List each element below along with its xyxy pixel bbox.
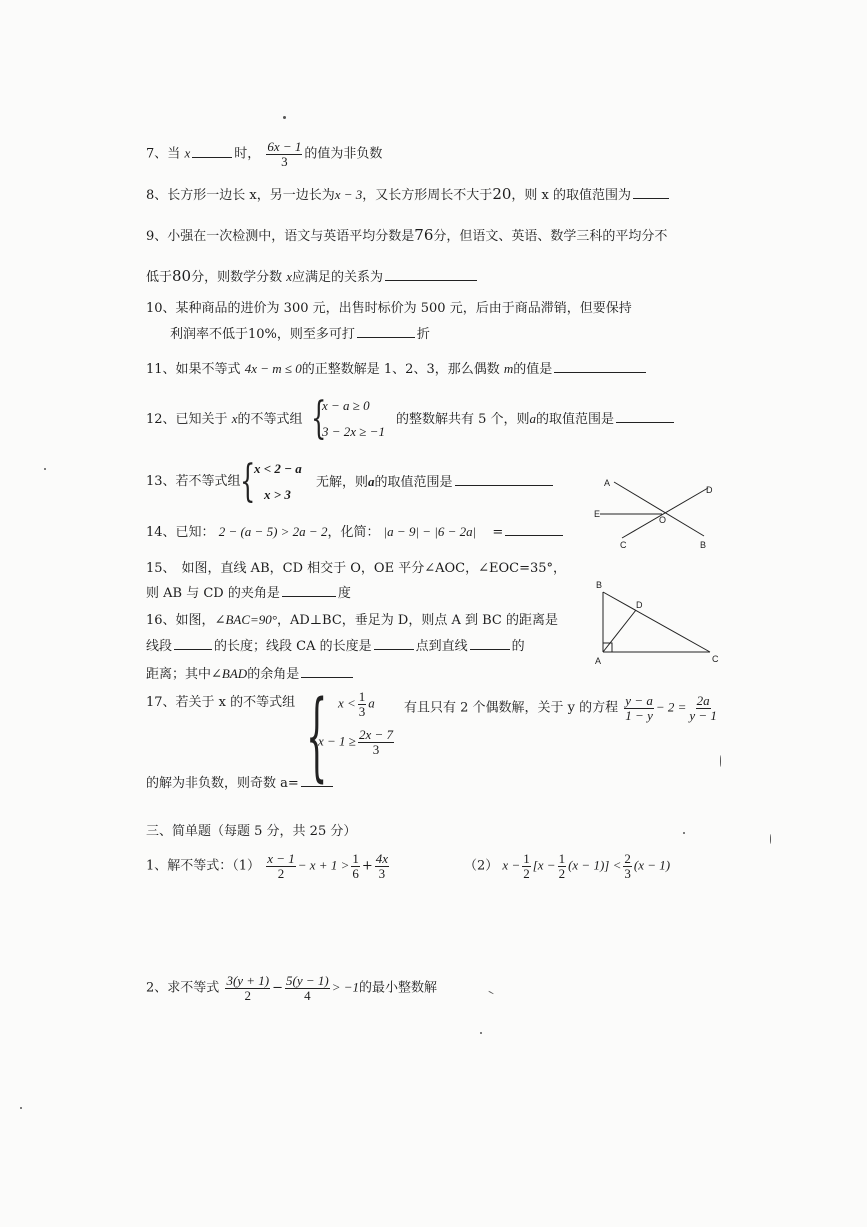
- scan-speck: [283, 116, 286, 119]
- fig2-label-C: C: [712, 654, 719, 664]
- problem-15-line1: 15、 如图，直线 AB，CD 相交于 O，OE 平分∠AOC，∠EOC=35°，: [146, 561, 566, 576]
- scan-speck: [44, 468, 46, 470]
- problem-13-tail: 无解，则a的取值范围是: [316, 475, 555, 489]
- answer-blank[interactable]: [192, 156, 232, 158]
- fig1-label-C: C: [620, 540, 627, 550]
- fig2-label-A: A: [595, 656, 602, 666]
- problem-17: 17、若关于 x 的不等式组: [146, 695, 296, 710]
- fig1-label-D: D: [706, 485, 713, 495]
- fig2-label-B: B: [596, 580, 603, 590]
- answer-blank[interactable]: [554, 371, 646, 373]
- answer-blank[interactable]: [174, 648, 212, 650]
- problem-11: 11、如果不等式 4x − m ≤ 0的正整数解是 1、2、3，那么偶数 m的值是: [146, 362, 648, 376]
- answer-blank[interactable]: [357, 336, 415, 338]
- answer-blank[interactable]: [633, 197, 669, 199]
- answer-blank[interactable]: [616, 421, 674, 423]
- section-3-title: 三、简单题（每题 5 分，共 25 分）: [146, 824, 357, 839]
- problem-17-tail: 有且只有 2 个偶数解，关于 y 的方程 $\frac{y - a}{1 - y}$ − 2 = $\frac{2a}{y - 1}$: [404, 693, 717, 723]
- system-brace: {: [240, 456, 256, 507]
- answer-blank[interactable]: [470, 648, 510, 650]
- scan-speck: [770, 834, 771, 844]
- problem-9-line2: 低于80分，则数学分数 x应满足的关系为: [146, 269, 479, 284]
- fig1-label-E: E: [594, 509, 601, 519]
- problem-7: 7、当 x 时， $\frac{6x - 1}{3}$ 的值为非负数: [146, 139, 383, 169]
- fraction: $\frac{6x - 1}{3}$: [267, 139, 302, 169]
- answer-blank[interactable]: [301, 676, 353, 678]
- problem-12-tail: 的整数解共有 5 个，则a的取值范围是: [396, 412, 676, 426]
- fig2-label-D: D: [636, 600, 643, 610]
- fig1-label-O: O: [659, 515, 667, 525]
- system-brace: {: [306, 680, 328, 792]
- problem-13: 13、若不等式组: [146, 474, 241, 489]
- problem-12: 12、已知关于 x的不等式组: [146, 411, 303, 427]
- scan-speck: [488, 991, 494, 995]
- problem-15-line2: 则 AB 与 CD 的夹角是 度: [146, 586, 351, 601]
- problem-10-line1: 10、某种商品的进价为 300 元，出售时标价为 500 元，后由于商品滞销，但要保持: [146, 301, 632, 316]
- problem-10-line2: 利润率不低于10%，则至多可打 折: [170, 327, 430, 342]
- answer-blank[interactable]: [301, 785, 333, 787]
- problem-17-line2: 的解为非负数，则奇数 a=: [146, 777, 335, 790]
- answer-blank[interactable]: [505, 534, 563, 536]
- fig1-label-B: B: [700, 540, 707, 550]
- question-2: 2、求不等式 $\frac{3(y + 1)}{2}$ − $\frac{5(y - 1)}{4}$ > −1的最小整数解: [146, 973, 438, 1003]
- fig1-label-A: A: [604, 478, 611, 488]
- question-1: 1、解不等式：（1） $\frac{x - 1}{2}$ − x + 1 > $\frac{1}{6}$ + $\frac{4x}{3}$: [146, 851, 389, 881]
- problem-16-line1: 16、如图，∠BAC=90°，AD⊥BC，垂足为 D，则点 A 到 BC 的距离是: [146, 612, 558, 628]
- scan-speck: [20, 1107, 22, 1109]
- answer-blank[interactable]: [374, 648, 414, 650]
- answer-blank[interactable]: [385, 279, 477, 281]
- problem-16-line2: 线段 的长度；线段 CA 的长度是 点到直线 的: [146, 639, 525, 654]
- answer-blank[interactable]: [282, 595, 336, 597]
- problem-8: 8、长方形一边长 x，另一边长为x − 3，又长方形周长不大于20，则 x 的取值范围为: [146, 187, 671, 202]
- answer-blank[interactable]: [455, 484, 553, 486]
- problem-16-line3: 距离；其中∠BAD的余角是: [146, 667, 355, 681]
- figure-right-triangle: [590, 578, 725, 666]
- system-brace: {: [311, 393, 327, 444]
- problem-14: 14、已知： 2 − (a − 5) > 2a − 2，化简： |a − 9| − |6 − 2a| =: [146, 525, 565, 539]
- scan-speck: [683, 832, 685, 834]
- scan-speck: [720, 755, 721, 767]
- figure-intersecting-lines: [590, 470, 720, 552]
- scan-speck: [480, 1032, 482, 1034]
- question-1-part-2: （2） x − $\frac{1}{2}$ [x − $\frac{1}{2}$ (x − 1)] < $\frac{2}{3}$ (x − 1): [464, 851, 671, 881]
- problem-9-line1: 9、小强在一次检测中，语文与英语平均分数是76分，但语文、英语、数学三科的平均分不: [146, 226, 668, 244]
